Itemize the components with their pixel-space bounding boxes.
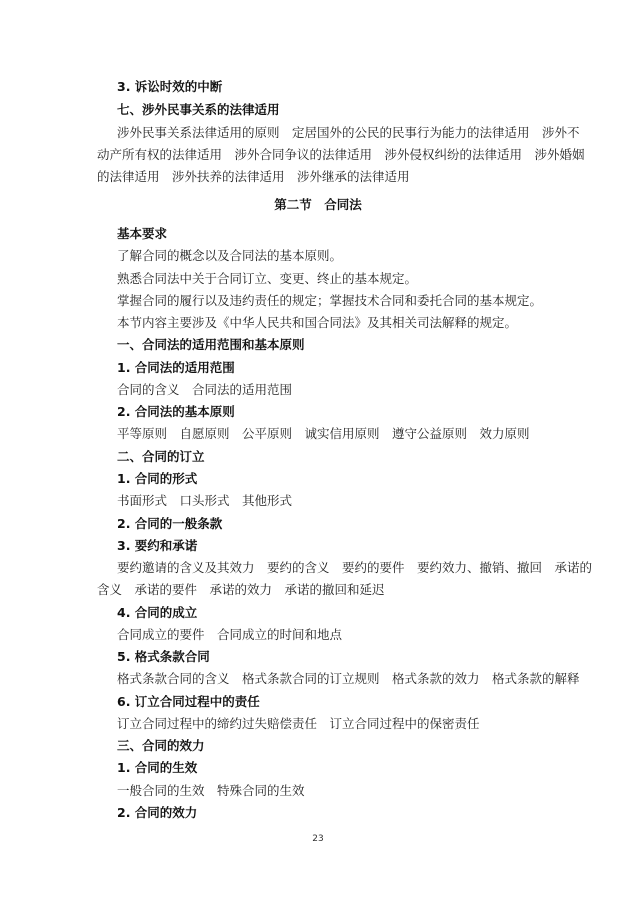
heading-foreign-civil-relations: 七、涉外民事关系的法律适用 [117,102,280,117]
heading-basic-requirements: 基本要求 [117,226,168,241]
body-line: 的法律适用 涉外扶养的法律适用 涉外继承的法律适用 [97,169,410,184]
subheading: 2. 合同的一般条款 [117,516,223,531]
heading-contract-formation: 二、合同的订立 [117,449,205,464]
heading-contract-validity: 三、合同的效力 [117,738,205,753]
heading-statute-interruption: 3. 诉讼时效的中断 [117,79,223,94]
page-number: 23 [312,834,324,844]
body-line: 一般合同的生效 特殊合同的生效 [117,783,305,798]
subheading: 3. 要约和承诺 [117,538,198,553]
subheading: 2. 合同的效力 [117,805,198,820]
body-line: 格式条款合同的含义 格式条款合同的订立规则 格式条款的效力 格式条款的解释 [117,671,580,686]
body-line: 熟悉合同法中关于合同订立、变更、终止的基本规定。 [117,271,418,286]
subheading: 5. 格式条款合同 [117,649,210,664]
body-line: 合同的含义 合同法的适用范围 [117,382,293,397]
body-line: 平等原则 自愿原则 公平原则 诚实信用原则 遵守公益原则 效力原则 [117,426,530,441]
subheading: 1. 合同的生效 [117,760,198,775]
subheading: 4. 合同的成立 [117,605,198,620]
body-line: 本节内容主要涉及《中华人民共和国合同法》及其相关司法解释的规定。 [117,315,518,330]
section-title: 第二节 合同法 [274,197,362,212]
body-line: 含义 承诺的要件 承诺的效力 承诺的撤回和延迟 [97,582,385,597]
subheading: 2. 合同法的基本原则 [117,404,235,419]
body-line: 涉外民事关系法律适用的原则 定居国外的公民的民事行为能力的法律适用 涉外不 [117,125,580,140]
body-line: 了解合同的概念以及合同法的基本原则。 [117,248,343,263]
body-line: 合同成立的要件 合同成立的时间和地点 [117,627,343,642]
subheading: 6. 订立合同过程中的责任 [117,694,260,709]
body-line: 要约邀请的含义及其效力 要约的含义 要约的要件 要约效力、撤销、撤回 承诺的 [117,560,593,575]
subheading: 1. 合同法的适用范围 [117,360,235,375]
body-line: 订立合同过程中的缔约过失赔偿责任 订立合同过程中的保密责任 [117,716,480,731]
body-line: 掌握合同的履行以及违约责任的规定；掌握技术合同和委托合同的基本规定。 [117,293,543,308]
body-line: 书面形式 口头形式 其他形式 [117,493,293,508]
body-line: 动产所有权的法律适用 涉外合同争议的法律适用 涉外侵权纠纷的法律适用 涉外婚姻 [97,147,585,162]
subheading: 1. 合同的形式 [117,471,198,486]
heading-scope-principles: 一、合同法的适用范围和基本原则 [117,337,305,352]
